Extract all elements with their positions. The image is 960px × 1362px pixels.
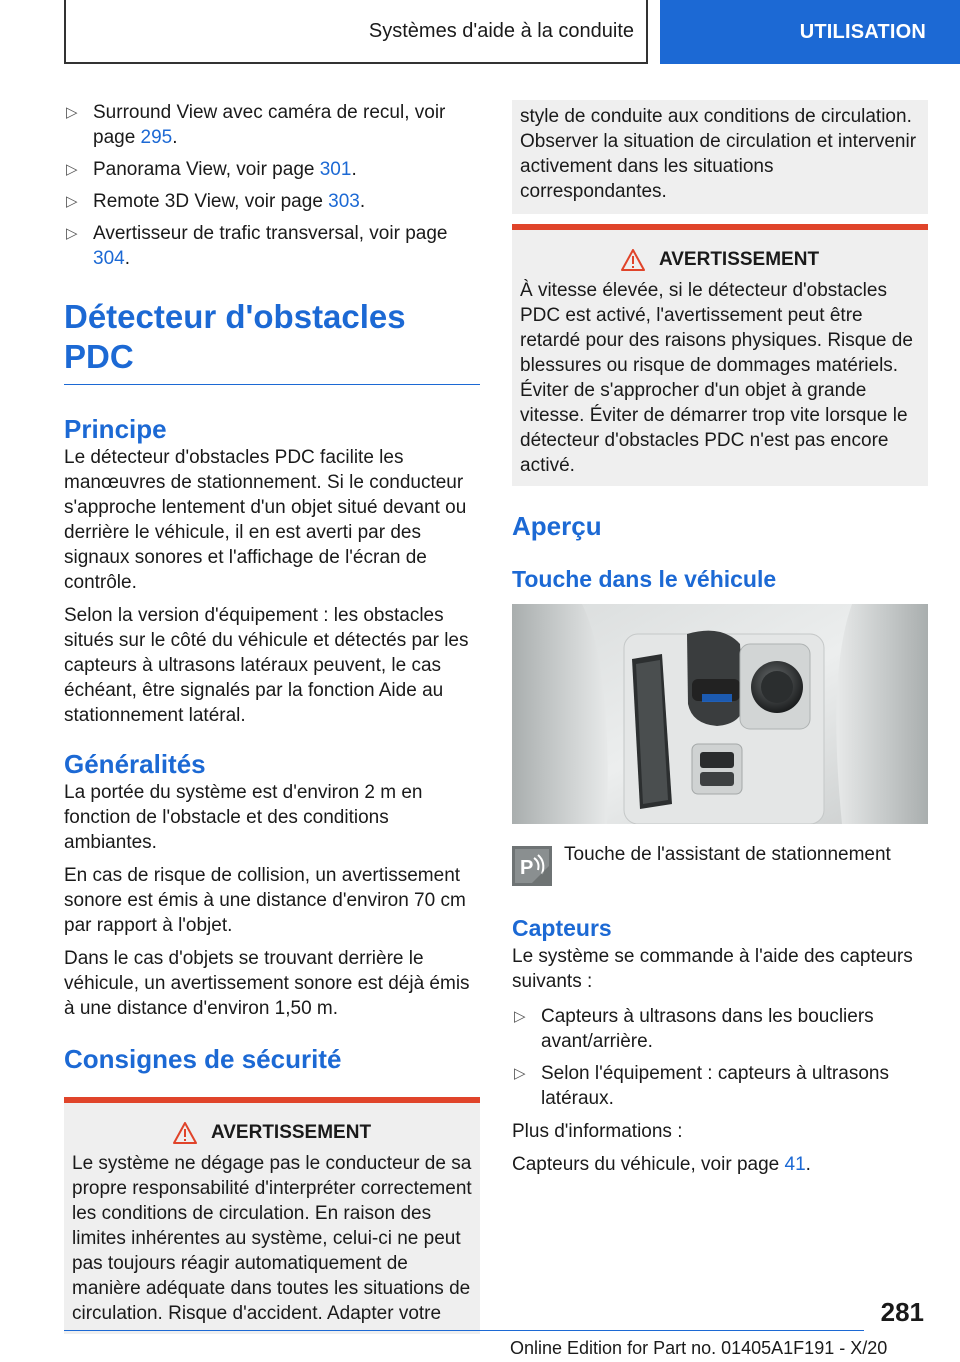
paragraph: Le système se commande à l'aide des capteurs suivants : <box>512 946 913 992</box>
sensor-list <box>512 1004 928 1111</box>
warning-text: Le système ne dégage pas le conducteur de sa propre responsabilité d'interpréter correctement les conditions de circulation. En raison des limites inhérentes au système, celui-ci ne peut pas toujours réagir automatiquement de manière adéquate dans toutes les situations de circulation. Risque d'accident. Adapter votre <box>72 1153 472 1324</box>
section-heading-apercu: Aperçu <box>512 511 602 541</box>
paragraph: Dans le cas d'objets se trouvant derrière le véhicule, un avertissement sonore est déjà émis à une distance d'environ 1,50 m. <box>64 948 470 1019</box>
parking-assistant-button-icon <box>512 846 552 886</box>
running-header-section <box>64 0 648 64</box>
edition-footer: Online Edition for Part no. 01405A1F191 - X/20 <box>510 1338 888 1358</box>
page-link[interactable]: 303 <box>328 191 360 212</box>
warning-box-continued <box>512 100 928 214</box>
related-functions-list <box>64 100 480 271</box>
list-item: ▷ Selon l'équipement : capteurs à ultrasons latéraux. <box>514 1063 889 1109</box>
section-heading-principe: Principe <box>64 414 167 444</box>
paragraph: Selon la version d'équipement : les obstacles situés sur le côté du véhicule et détectés par les capteurs à ultrasons latéraux peuvent, le cas échéant, être signalés par la fonction Aide au stationnement latéral. <box>64 605 469 726</box>
warning-triangle-icon <box>173 1122 197 1144</box>
page-link[interactable]: 295 <box>140 127 173 148</box>
section-heading-consignes: Consignes de sécurité <box>64 1044 342 1074</box>
warning-title: AVERTISSEMENT <box>520 247 920 272</box>
triangle-bullet-icon: ▷ <box>66 193 78 210</box>
section-heading-capteurs: Capteurs <box>512 915 612 941</box>
footer-rule <box>64 1330 864 1331</box>
section-heading-generalites: Généralités <box>64 749 206 779</box>
page-link[interactable]: 304 <box>93 248 125 269</box>
header-chapter-title: UTILISATION <box>799 20 926 43</box>
warning-title: AVERTISSEMENT <box>72 1120 472 1145</box>
list-item: ▷ Panorama View, voir page 301. <box>66 159 357 180</box>
triangle-bullet-icon: ▷ <box>514 1008 526 1025</box>
center-console-photo <box>512 604 928 824</box>
page-link[interactable]: 41 <box>784 1154 806 1175</box>
subsection-heading-touche: Touche dans le véhicule <box>512 566 777 592</box>
running-header-chapter <box>660 0 960 64</box>
paragraph: En cas de risque de collision, un avertissement sonore est émis à une distance d'environ 70 cm par rapport à l'objet. <box>64 865 466 936</box>
paragraph: La portée du système est d'environ 2 m en fonction de l'obstacle et des conditions ambiantes. <box>64 782 423 853</box>
triangle-bullet-icon: ▷ <box>66 161 78 178</box>
list-item: ▷ Surround View avec caméra de recul, voir page 295. <box>66 102 446 148</box>
header-section-title: Systèmes d'aide à la conduite <box>368 19 634 42</box>
right-column <box>512 100 928 1185</box>
warning-box <box>64 1097 480 1334</box>
warning-text: À vitesse élevée, si le détecteur d'obstacles PDC est activé, l'avertissement peut être retardé pour des raisons physiques. Risque de blessures ou risque de dommages matériels. Éviter de s'approcher d'un objet à grande vitesse. Éviter de démarrer trop vite lorsque le détecteur d'obstacles PDC n'est pas encore activé. <box>520 280 913 476</box>
cross-reference: Capteurs du véhicule, voir page 41. <box>512 1154 811 1175</box>
warning-text: style de conduite aux conditions de circulation. Observer la situation de circulation et intervenir activement dans les situations correspondantes. <box>520 106 917 202</box>
chapter-title: Détecteur d'obstacles PDC <box>64 297 480 385</box>
paragraph: Le détecteur d'obstacles PDC facilite les manœuvres de stationnement. Si le conducteur s'approche lentement d'un objet situé devant ou derrière le véhicule, il en est averti par des signaux sonores et l'affichage de l'écran de contrôle. <box>64 447 467 593</box>
warning-triangle-icon <box>621 249 645 271</box>
svg-text:P: P <box>520 857 534 879</box>
left-column <box>64 100 480 1334</box>
list-item: ▷ Remote 3D View, voir page 303. <box>66 191 366 212</box>
paragraph: Plus d'informations : <box>512 1121 683 1142</box>
button-caption: Touche de l'assistant de stationnement <box>564 844 891 865</box>
list-item: ▷ Avertisseur de trafic transversal, voir page 304. <box>66 223 448 269</box>
page-link[interactable]: 301 <box>319 159 352 180</box>
page-number: 281 <box>880 1297 924 1327</box>
warning-box <box>512 224 928 486</box>
triangle-bullet-icon: ▷ <box>514 1065 526 1082</box>
triangle-bullet-icon: ▷ <box>66 104 78 121</box>
list-item: ▷ Capteurs à ultrasons dans les boucliers avant/arrière. <box>514 1006 874 1052</box>
button-legend <box>512 842 928 886</box>
triangle-bullet-icon: ▷ <box>66 225 78 242</box>
